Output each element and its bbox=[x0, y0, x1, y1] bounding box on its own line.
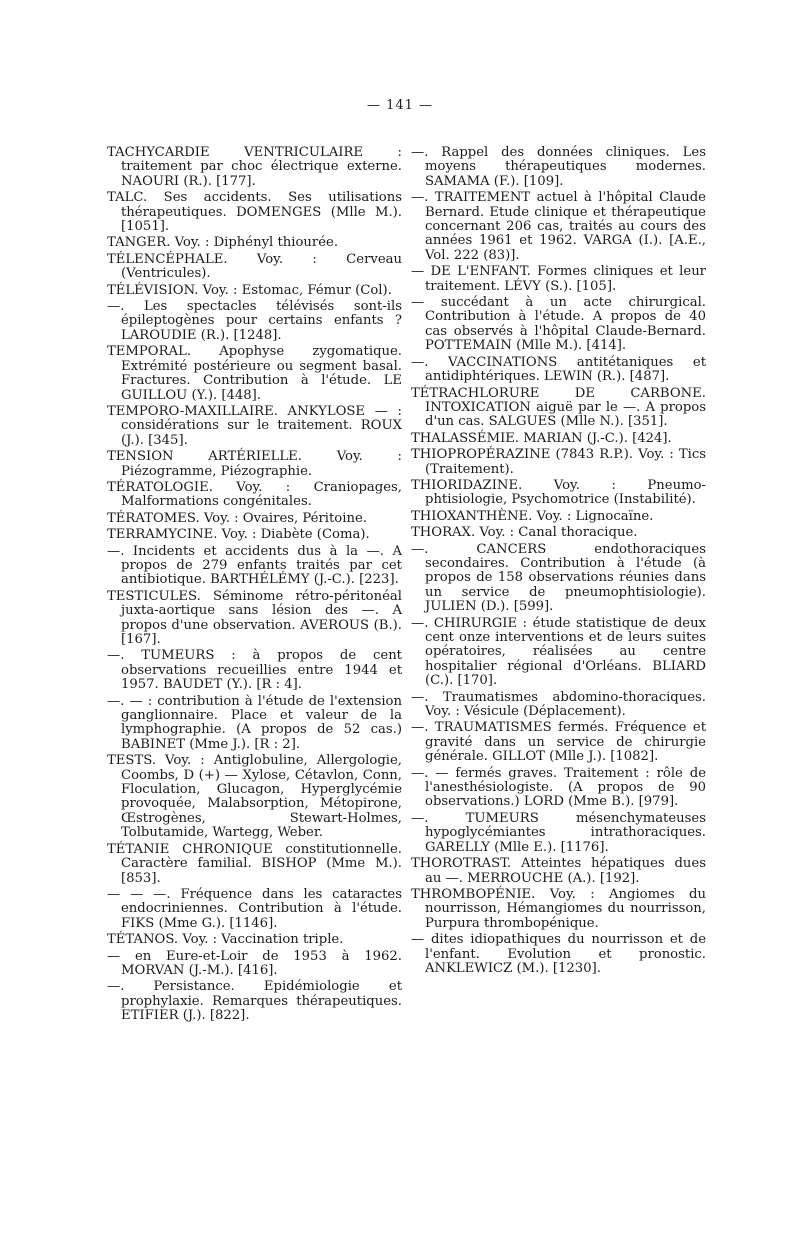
index-entry: — succédant à un acte chirurgical. Contribution à l'étude. A propos de 40 cas observés à l'hôpital Claude-Bernard. POTTEMAIN (Mlle M.). [414]. bbox=[411, 295, 706, 354]
index-entry: TÉTRACHLORURE DE CARBONE. INTOXICATION aiguë par le —. A propos d'un cas. SALGUES (Mlle N.). [351]. bbox=[411, 385, 706, 430]
index-entry: THIOXANTHÈNE. Voy. : Lignocaïne. bbox=[411, 508, 654, 524]
right-column bbox=[411, 146, 706, 978]
index-entry: TESTICULES. Séminome rétro-péritonéal juxta-aortique sans lésion des —. A propos d'une observation. AVEROUS (B.). [167]. bbox=[107, 588, 402, 647]
index-entry: —. Traumatismes abdomino-thoraciques. Voy. : Vésicule (Déplacement). bbox=[411, 689, 706, 720]
index-entry: THALASSÉMIE. MARIAN (J.-C.). [424]. bbox=[411, 430, 672, 446]
index-entry: — en Eure-et-Loir de 1953 à 1962. MORVAN (J.-M.). [416]. bbox=[107, 948, 402, 978]
left-column bbox=[107, 146, 402, 1026]
index-entry: THOROTRAST. Atteintes hépatiques dues au —. MERROUCHE (A.). [192]. bbox=[411, 856, 706, 886]
index-entry: —. — fermés graves. Traitement : rôle de l'anesthésiologiste. (A propos de 90 observations.) LORD (Mme B.). [979]. bbox=[411, 765, 706, 810]
index-entry: TÉLENCÉPHALE. Voy. : Cerveau (Ventricules). bbox=[107, 251, 402, 282]
index-entry: TERRAMYCINE. Voy. : Diabète (Coma). bbox=[107, 527, 370, 543]
index-entry: TÉLÉVISION. Voy. : Estomac, Fémur (Col). bbox=[107, 282, 392, 298]
index-entry: — — —. Fréquence dans les cataractes endocriniennes. Contribution à l'étude. FIKS (Mme G.). [1146]. bbox=[107, 886, 402, 931]
index-entry: THIOPROPÉRAZINE (7843 R.P.). Voy. : Tics (Traitement). bbox=[411, 447, 706, 477]
index-entry: TEMPORAL. Apophyse zygomatique. Extrémité postérieure ou segment basal. Fractures. Contribution à l'étude. LE GUILLOU (Y.). [448]. bbox=[107, 344, 402, 403]
index-entry: — DE L'ENFANT. Formes cliniques et leur traitement. LÉVY (S.). [105]. bbox=[411, 264, 706, 294]
index-entry: —. Incidents et accidents dus à la —. A propos de 279 enfants traités par cet antibiotique. BARTHÉLÉMY (J.-C.). [223]. bbox=[107, 543, 402, 588]
index-entry: THORAX. Voy. : Canal thoracique. bbox=[411, 525, 638, 541]
index-entry: —. Persistance. Epidémiologie et prophylaxie. Remarques thérapeutiques. ETIFIER (J.). [822]. bbox=[107, 979, 402, 1024]
index-entry: TENSION ARTÉRIELLE. Voy. : Piézogramme, Piézographie. bbox=[107, 449, 402, 479]
index-entry: TALC. Ses accidents. Ses utilisations thérapeutiques. DOMENGES (Mlle M.). [1051]. bbox=[107, 190, 402, 235]
index-entry: —. TRAITEMENT actuel à l'hôpital Claude Bernard. Etude clinique et thérapeutique concernant 206 cas, traités au cours des années 1961 et 1962. VARGA (I.). [A.E., Vol. 222 (83)]. bbox=[411, 190, 706, 263]
index-entry: —. — : contribution à l'étude de l'extension ganglionnaire. Place et valeur de la lymphographie. (A propos de 52 cas.) BABINET (Mme J.). [R : 2]. bbox=[107, 693, 402, 752]
index-entry: TÉRATOMES. Voy. : Ovaires, Péritoine. bbox=[107, 510, 367, 526]
index-entry: TÉTANOS. Voy. : Vaccination triple. bbox=[107, 932, 344, 948]
index-entry: TÉRATOLOGIE. Voy. : Craniopages, Malformations congénitales. bbox=[107, 479, 402, 510]
index-entry: —. TUMEURS mésenchymateuses hypoglycémiantes intrathoraciques. GARELLY (Mlle E.). [1176]. bbox=[411, 810, 706, 855]
index-entry: TÉTANIE CHRONIQUE constitutionnelle. Caractère familial. BISHOP (Mme M.). [853]. bbox=[107, 841, 402, 886]
index-entry: —. VACCINATIONS antitétaniques et antidiphtériques. LEWIN (R.). [487]. bbox=[411, 354, 706, 385]
index-entry: —. Rappel des données cliniques. Les moyens thérapeutiques modernes. SAMAMA (F.). [109]. bbox=[411, 145, 706, 189]
index-entry: —. CHIRURGIE : étude statistique de deux cent onze interventions et de leurs suites opératoires, réalisées au centre hospitalier régional d'Orléans. BLIARD (C.). [170]. bbox=[411, 615, 706, 689]
index-entry: —. TUMEURS : à propos de cent observations recueillies entre 1944 et 1957. BAUDET (Y.). [R : 4]. bbox=[107, 648, 402, 693]
page-number: — 141 — bbox=[366, 98, 434, 113]
index-entry: —. TRAUMATISMES fermés. Fréquence et gravité dans un service de chirurgie générale. GILLOT (Mlle J.). [1082]. bbox=[411, 720, 706, 765]
index-entry: — dites idiopathiques du nourrisson et de l'enfant. Evolution et pronostic. ANKLEWICZ (M.). [1230]. bbox=[411, 932, 706, 976]
index-entry: THIORIDAZINE. Voy. : Pneumo-phtisiologie, Psychomotrice (Instabilité). bbox=[411, 477, 706, 508]
index-entry: TACHYCARDIE VENTRICULAIRE : traitement par choc électrique externe. NAOURI (R.). [177]. bbox=[107, 145, 402, 189]
index-entry: —. Les spectacles télévisés sont-ils épileptogènes pour certains enfants ? LAROUDIE (R.). [1248]. bbox=[107, 299, 402, 343]
index-entry: TESTS. Voy. : Antiglobuline, Allergologie, Coombs, D (+) — Xylose, Cétavlon, Conn, Floculation, Glucagon, Hyperglycémie provoquée, Malabsorption, Métopirone, Œstrogènes, Stewart-Holmes, Tolbutamide, Wartegg, Weber. bbox=[107, 753, 402, 841]
index-entry: TANGER. Voy. : Diphényl thiourée. bbox=[107, 235, 339, 251]
index-entry: TEMPORO-MAXILLAIRE. ANKYLOSE — : considérations sur le traitement. ROUX (J.). [345]. bbox=[107, 403, 402, 448]
index-entry: THROMBOPÉNIE. Voy. : Angiomes du nourrisson, Hémangiomes du nourrisson, Purpura thrombopénique. bbox=[411, 886, 706, 931]
index-entry: —. CANCERS endothoraciques secondaires. Contribution à l'étude (à propos de 158 observations réunies dans un service de pneumophtisiologie). JULIEN (D.). [599]. bbox=[411, 541, 706, 615]
